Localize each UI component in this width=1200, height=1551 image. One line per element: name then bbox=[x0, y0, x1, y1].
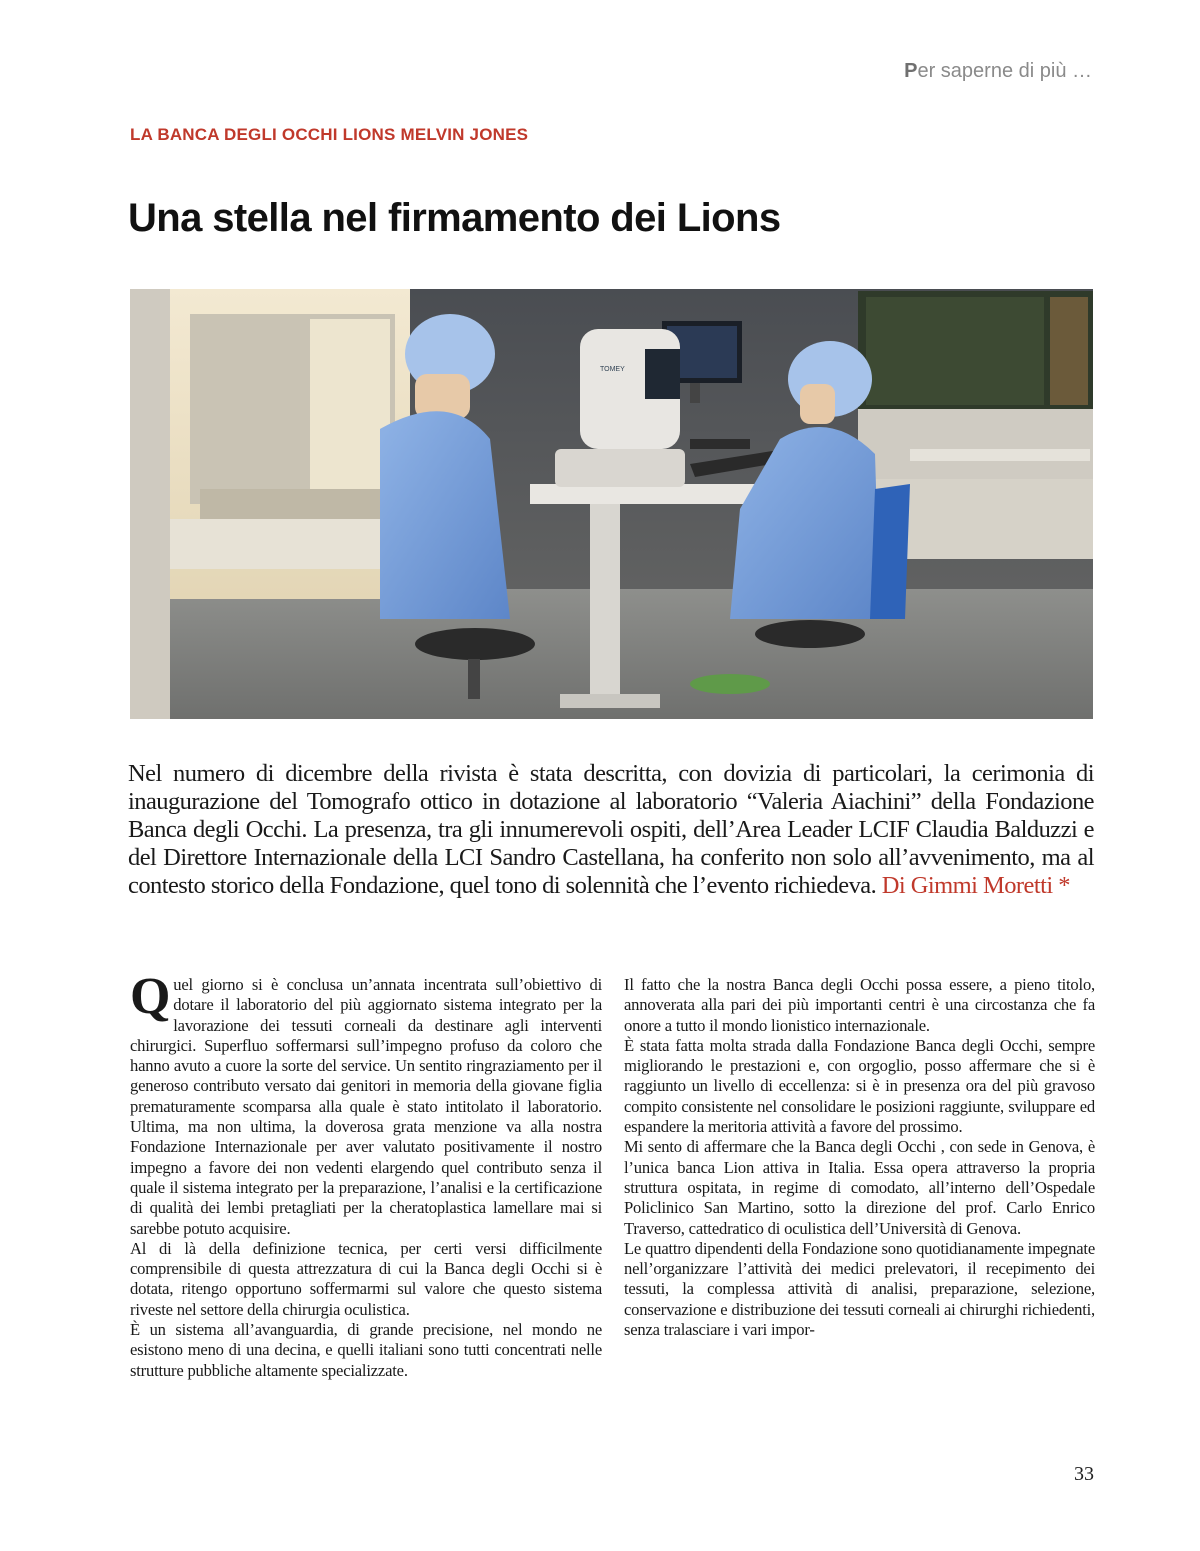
article-column-right bbox=[624, 975, 1095, 1340]
article-lead bbox=[128, 760, 1094, 900]
page-number: 33 bbox=[1074, 1463, 1094, 1485]
paragraph: È stata fatta molta strada dalla Fondazione Banca degli Occhi, sempre migliorando le prestazioni e, con orgoglio, posso affermare che si è raggiunto un livello di eccellenza: si è in presenza ora del più gravoso compito consistente nel consolidare le posizioni raggiunte, sviluppare ed espandere la meritoria attività a favore del prossimo. bbox=[624, 1035, 1095, 1137]
article-byline: Di Gimmi Moretti * bbox=[881, 872, 1070, 899]
section-tag-initial: P bbox=[904, 60, 918, 82]
paragraph: Le quattro dipendenti della Fondazione sono quotidianamente impegnate nell’organizzare l’attività dei medici prelevatori, il recepimento dei tessuti, la complessa attività di analisi, preparazione, selezione, conservazione e distribuzione dei tessuti corneali ai chirurghi richiedenti, senza tralasciare i vari impor- bbox=[624, 1238, 1095, 1340]
lead-text: Nel numero di dicembre della rivista è stata descritta, con dovizia di particolari, la cerimonia di inaugurazione del Tomografo ottico in dotazione al laboratorio “Valeria Aiachini” della Fondazione Banca degli Occhi. La presenza, tra gli innumerevoli ospiti, dell’Area Leader LCIF Claudia Balduzzi e del Direttore Internazionale della LCI Sandro Castellana, ha conferito non solo all’avvenimento, ma al contesto storico della Fondazione, quel tono di solennità che l’evento richiedeva. bbox=[128, 760, 1094, 899]
article-kicker: LA BANCA DEGLI OCCHI LIONS MELVIN JONES bbox=[130, 125, 529, 144]
paragraph: Mi sento di affermare che la Banca degli Occhi , con sede in Genova, è l’unica banca Lion attiva in Italia. Essa opera attraverso la propria struttura ospitata, in regime di comodato, all’interno dell’Ospedale Policlinico San Martino, sotto la direzione del prof. Carlo Enrico Traverso, cattedratico di oculistica dell’Università di Genova. bbox=[624, 1137, 1095, 1238]
article-title: Una stella nel firmamento dei Lions bbox=[128, 196, 781, 240]
section-tag bbox=[904, 60, 1092, 83]
drop-cap: Q bbox=[130, 968, 171, 1025]
paragraph: Al di là della definizione tecnica, per certi versi difficilmente comprensibile di questa attrezzatura di cui la Banca degli Occhi si è dotata, ritengo opportuno soffermarmi sul valore che questo sistema riveste nel settore della chirurgia oculistica. bbox=[130, 1238, 602, 1319]
paragraph bbox=[130, 968, 602, 1239]
article-column-left bbox=[130, 968, 602, 1381]
paragraph-text: uel giorno si è conclusa un’annata incentrata sull’obiettivo di dotare il laboratorio del più aggiornato sistema integrato per la lavorazione dei tessuti corneali da destinare agli interventi chirurgici. Superfluo soffermarsi sull’impegno profuso da coloro che hanno avuto a cuore la sorte del service. Un sentito ringraziamento per il generoso contributo versato dai genitori in memoria della giovane figlia prematuramente scomparsa alla quale è stato intitolato il laboratorio. Ultima, ma non ultima, la doverosa grata menzione va alla nostra Fondazione Internazionale per aver valutato positivamente il nostro impegno a favore dei non vedenti elargendo quel contributo senza il quale il sistema integrato per la preparazione, l’analisi e la certificazione di qualità dei lembi pretagliati per la cheratoplastica lamellare mai si sarebbe potuto acquisire. bbox=[130, 975, 602, 1238]
section-tag-text: er saperne di più … bbox=[917, 60, 1092, 82]
lab-photo bbox=[130, 289, 1093, 719]
paragraph: È un sistema all’avanguardia, di grande precisione, nel mondo ne esistono meno di una decina, e quelli italiani sono tutti concentrati nelle strutture pubbliche altamente specializzate. bbox=[130, 1320, 602, 1380]
tomey-device-brand: TOMEY bbox=[600, 366, 625, 373]
paragraph: Il fatto che la nostra Banca degli Occhi possa essere, a pieno titolo, annoverata alla pari dei più importanti centri è una circostanza che fa onore a tutto il mondo lionistico internazionale. bbox=[624, 975, 1095, 1035]
